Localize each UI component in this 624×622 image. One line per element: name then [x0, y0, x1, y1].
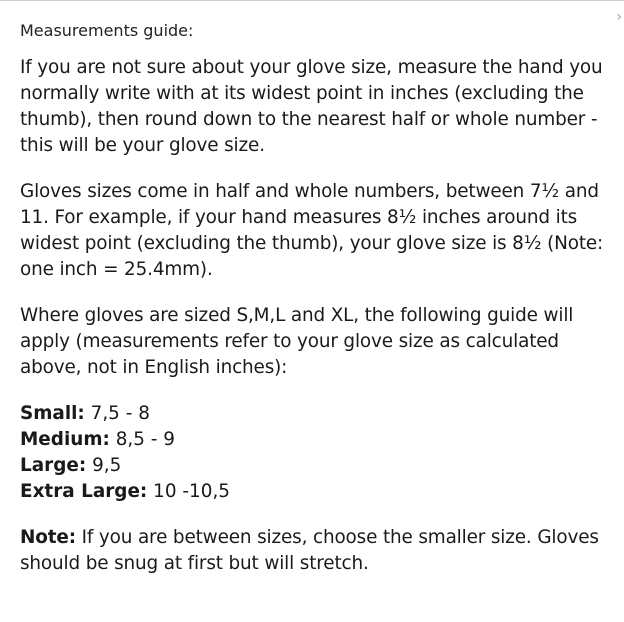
top-divider — [0, 0, 624, 1]
size-row-extra-large — [20, 479, 616, 505]
note-text: If you are between sizes, choose the smaller size. Gloves should be snug at first but will stretch. — [20, 527, 599, 574]
measurements-guide — [20, 18, 616, 597]
size-range: 7,5 - 8 — [90, 403, 150, 424]
close-icon[interactable]: › — [616, 9, 622, 25]
size-row-large — [20, 453, 616, 479]
guide-title: Measurements guide: — [20, 21, 194, 40]
size-label: Small: — [20, 403, 85, 424]
guide-note — [20, 525, 616, 577]
size-label: Large: — [20, 455, 87, 476]
size-row-medium — [20, 427, 616, 453]
size-list — [20, 401, 616, 505]
size-row-small — [20, 401, 616, 427]
size-range: 10 -10,5 — [153, 481, 230, 502]
size-label: Medium: — [20, 429, 110, 450]
guide-paragraph-letter-sizes: Where gloves are sized S,M,L and XL, the following guide will apply (measurements refer to your glove size as calculated above, not in English inches): — [20, 305, 574, 378]
guide-paragraph-size-range: Gloves sizes come in half and whole numbers, between 7½ and 11. For example, if your hand measures 8½ inches around its widest point (excluding the thumb), your glove size is 8½ (Note: one inch = 25.4mm). — [20, 181, 604, 280]
size-range: 8,5 - 9 — [115, 429, 175, 450]
guide-paragraph-how-to-measure: If you are not sure about your glove size, measure the hand you normally write with at its widest point in inches (excluding the thumb), then round down to the nearest half or whole number - this will be your glove size. — [20, 57, 603, 156]
size-range: 9,5 — [92, 455, 122, 476]
size-label: Extra Large: — [20, 481, 148, 502]
note-label: Note: — [20, 527, 76, 548]
